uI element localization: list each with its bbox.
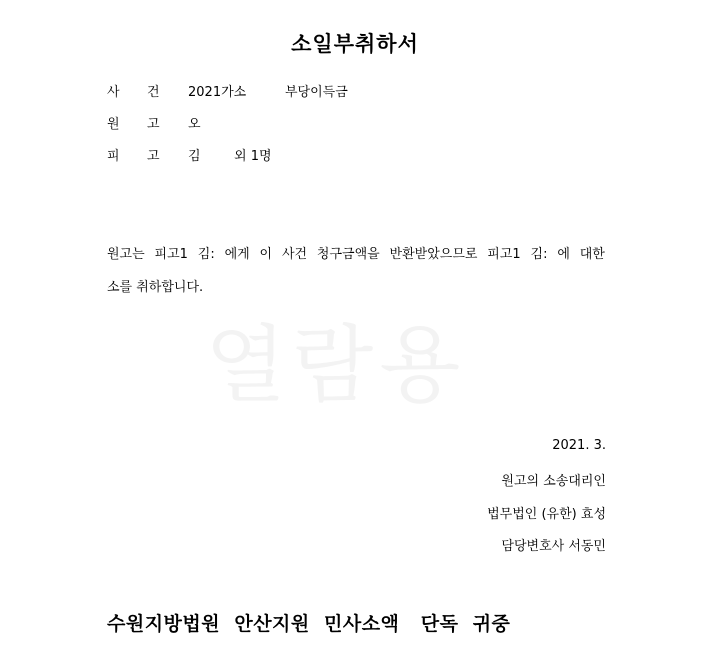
body-word: 김:	[530, 247, 548, 262]
case-number: 2021가소	[188, 85, 247, 100]
law-firm: 법무법인 (유한) 효성	[487, 507, 606, 522]
defendant-suffix: 외 1명	[234, 149, 272, 164]
attorney-name: 담당변호사 서동민	[501, 539, 606, 554]
plaintiff-label-char-2: 고	[147, 117, 160, 132]
signer-role: 원고의 소송대리인	[501, 474, 606, 489]
body-word: 에게	[224, 247, 250, 262]
defendant-name: 김	[188, 149, 201, 164]
body-word: 피고1	[154, 247, 188, 262]
body-line-2: 소를 취하합니다.	[107, 280, 204, 295]
body-word: 청구금액을	[316, 247, 380, 262]
watermark: 열람용	[205, 316, 467, 414]
defendant-label-char-2: 고	[147, 149, 160, 164]
body-word: 피고1	[487, 247, 521, 262]
case-name: 부당이득금	[285, 85, 348, 100]
body-word: 이	[259, 247, 273, 262]
document-title: 소일부취하서	[291, 32, 419, 56]
filing-date: 2021. 3.	[552, 438, 606, 453]
body-word: 사건	[281, 247, 308, 262]
body-word: 대한	[579, 247, 605, 262]
case-label-char-1: 사	[107, 85, 120, 100]
body-word: 김:	[197, 247, 215, 262]
body-word: 원고는	[107, 247, 145, 262]
body-word: 에	[557, 247, 570, 262]
case-label-char-2: 건	[147, 85, 160, 100]
court-addressee: 수원지방법원 안산지원 민사소액 단독 귀중	[107, 613, 511, 635]
plaintiff-name: 오	[188, 117, 201, 132]
body-line-1	[107, 243, 605, 262]
defendant-label-char-1: 피	[107, 149, 120, 164]
plaintiff-label-char-1: 원	[107, 117, 120, 132]
body-word: 반환받았으므로	[389, 247, 478, 262]
